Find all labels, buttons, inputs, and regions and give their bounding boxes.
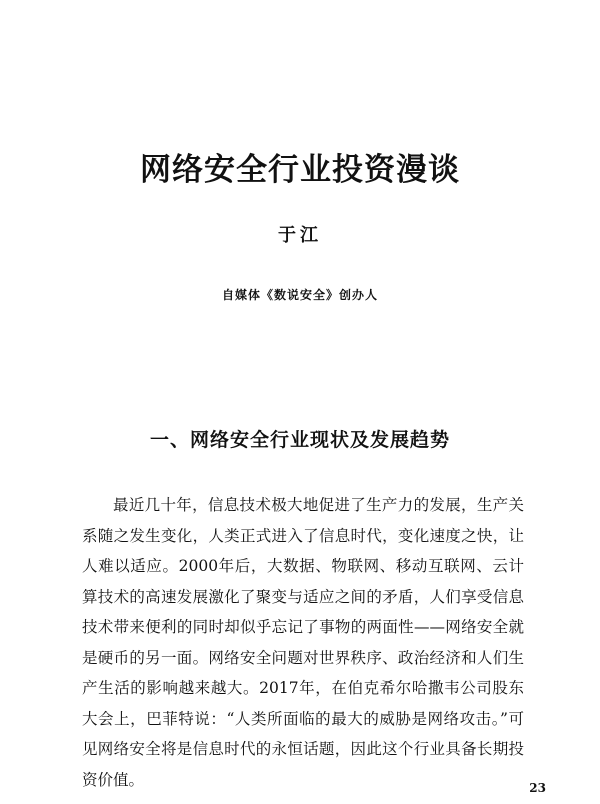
- page-number: 23: [529, 781, 546, 795]
- document-title: 网络安全行业投资漫谈: [140, 152, 460, 188]
- section-heading: 一、网络安全行业现状及发展趋势: [149, 429, 450, 451]
- author-name: 于江: [278, 225, 322, 246]
- author-affiliation: 自媒体《数说安全》创办人: [221, 288, 378, 302]
- body-paragraph: 最近几十年，信息技术极大地促进了生产力的发展，生产关系随之发生变化，人类正式进入了信息时代，变化速度之快，让人难以适应。2000年后，大数据、物联网、移动互联网、云计算技术的高速发展激化了聚变与适应之间的矛盾，人们享受信息技术带来便利的同时却似乎忘记了事物的两面性——网络安全就是硬币的另一面。网络安全问题对世界秩序、政治经济和人们生产生活的影响越来越大。2017年，在伯克希尔哈撒韦公司股东大会上，巴菲特说：“人类所面临的最大的威胁是网络攻击。”可见网络安全将是信息时代的永恒话题，因此这个行业具备长期投资价值。: [82, 496, 524, 789]
